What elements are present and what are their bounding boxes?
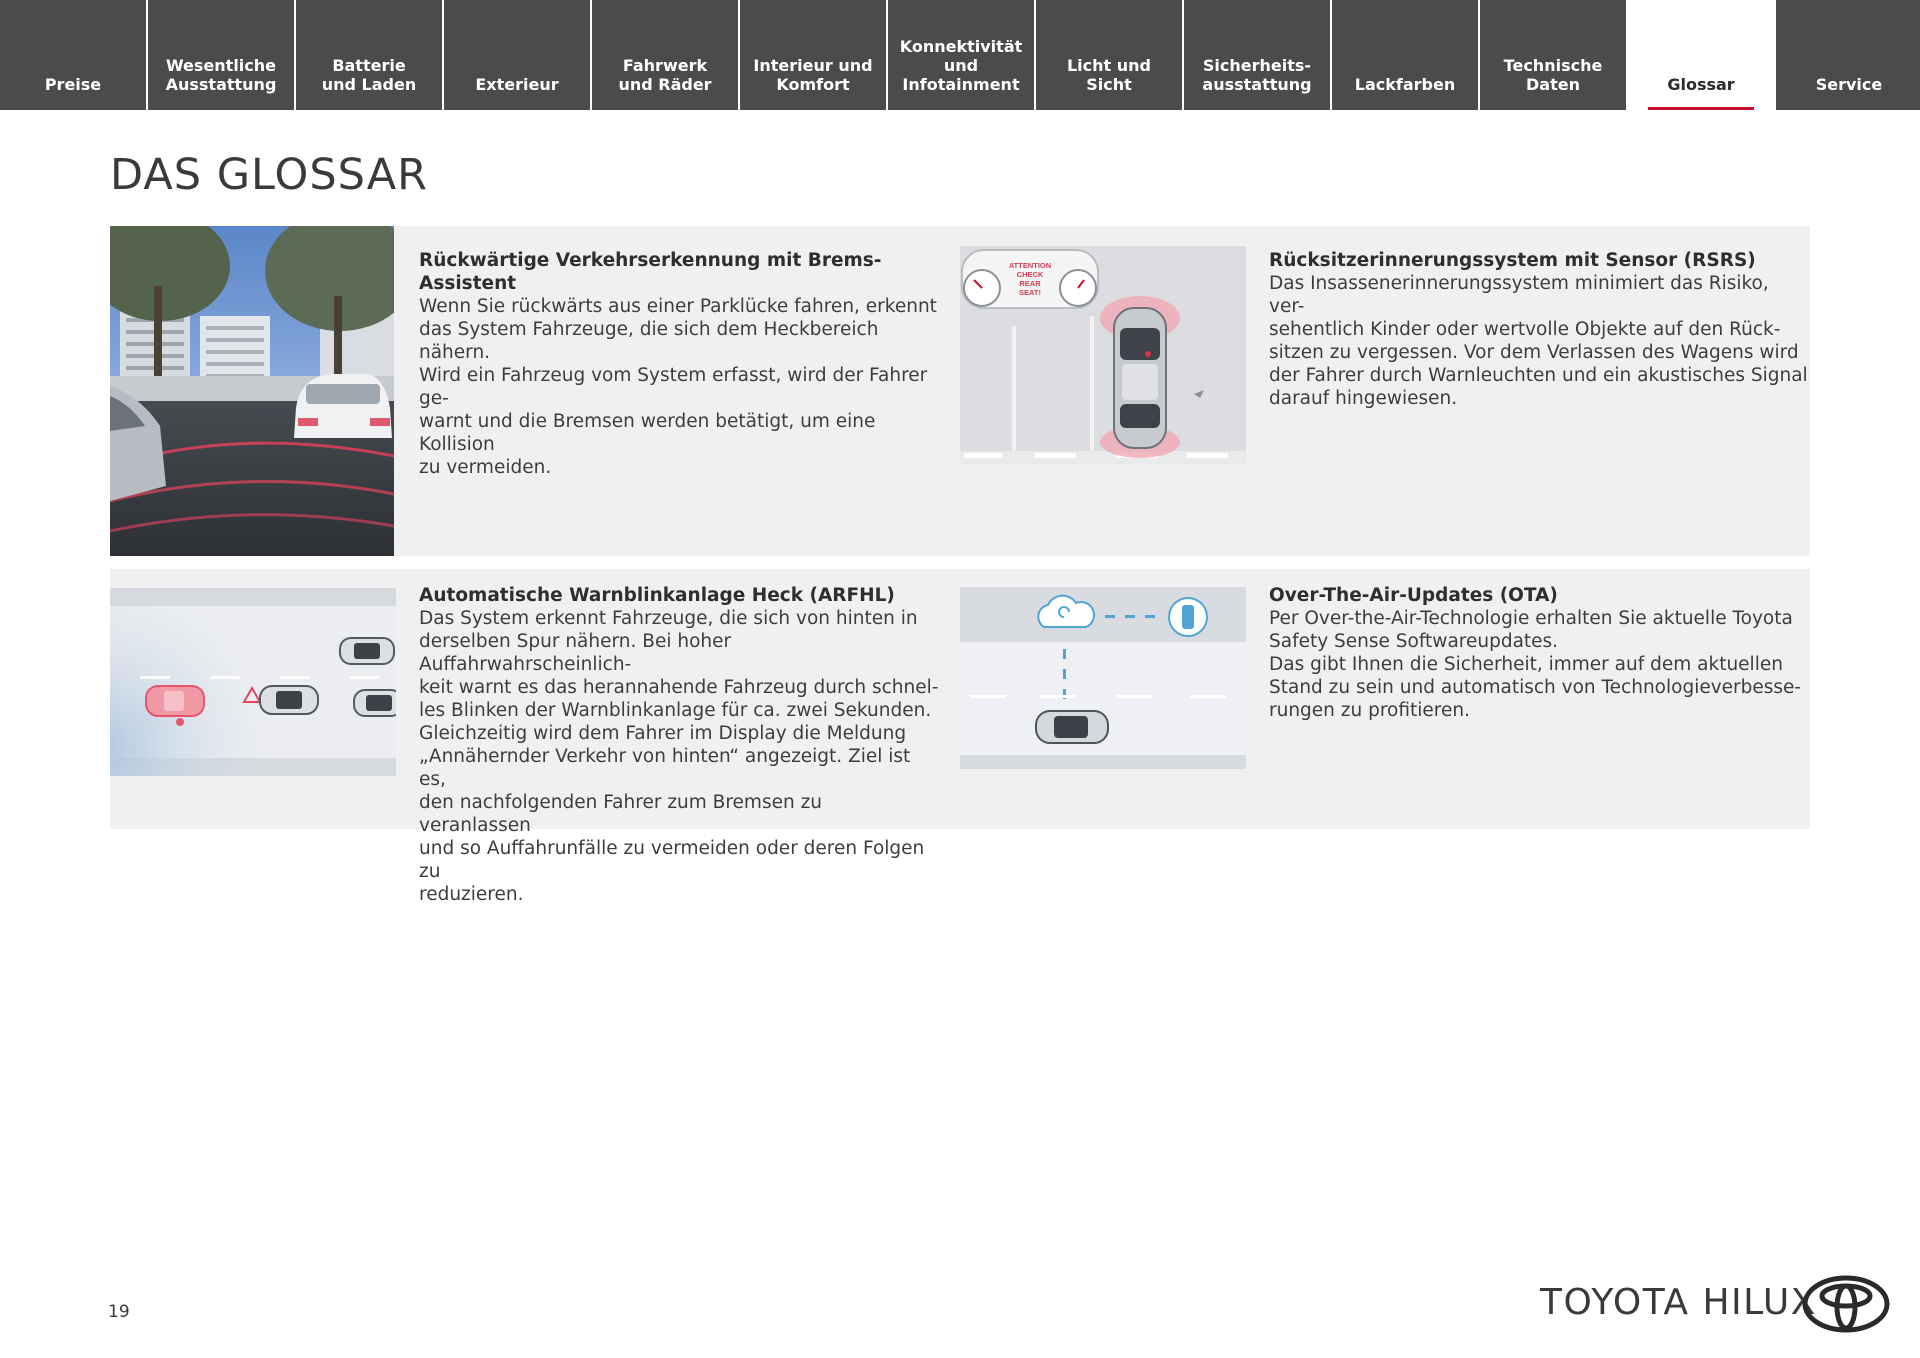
glossary-entry-ota — [1269, 584, 1809, 722]
glossary-entry-arfhl — [419, 584, 939, 906]
rear-seat-reminder-image — [960, 246, 1246, 464]
active-tab-underline — [1648, 107, 1754, 110]
svg-text:CHECK: CHECK — [1016, 270, 1044, 279]
nav-tab-lackfarben[interactable]: Lackfarben — [1332, 0, 1478, 110]
nav-tab-fahrwerk-und-raeder[interactable]: Fahrwerk und Räder — [592, 0, 738, 110]
nav-tab-glossar[interactable]: Glossar — [1628, 0, 1774, 110]
nav-tab-service[interactable]: Service — [1776, 0, 1920, 110]
entry-title: Over-The-Air-Updates (OTA) — [1269, 585, 1558, 606]
entry-title: Automatische Warnblinkanlage Heck (ARFHL) — [419, 585, 895, 606]
svg-text:SEAT!: SEAT! — [1019, 288, 1041, 297]
nav-tab-interieur-und-komfort[interactable]: Interieur und Komfort — [740, 0, 886, 110]
nav-tab-preise[interactable]: Preise — [0, 0, 146, 110]
svg-text:ATTENTION: ATTENTION — [1008, 261, 1052, 270]
top-navigation — [0, 0, 1920, 110]
nav-tab-wesentliche-ausstattung[interactable]: Wesentliche Ausstattung — [148, 0, 294, 110]
rear-hazard-flasher-image — [110, 588, 396, 776]
entry-body: Per Over-the-Air-Technologie erhalten Sie aktuelle Toyota Safety Sense Softwareupdates. Das gibt Ihnen die Sicherheit, immer auf dem aktuellen Stand zu sein und automatisch von Technologieverbesse- rungen zu profitieren. — [1269, 608, 1802, 721]
glossary-entry-rsrs — [1269, 249, 1809, 410]
nav-tab-sicherheitsausstattung[interactable]: Sicherheits- ausstattung — [1184, 0, 1330, 110]
svg-text:REAR: REAR — [1019, 279, 1041, 288]
ota-updates-image — [960, 587, 1246, 769]
glossary-row-1 — [110, 226, 1810, 556]
page-number: 19 — [108, 1302, 130, 1322]
brand-model-name: TOYOTA HILUX — [1540, 1282, 1817, 1323]
nav-tab-technische-daten[interactable]: Technische Daten — [1480, 0, 1626, 110]
nav-tab-exterieur[interactable]: Exterieur — [444, 0, 590, 110]
rear-cross-traffic-image — [110, 226, 394, 556]
nav-tab-konnektivitaet[interactable]: Konnektivität und Infotainment — [888, 0, 1034, 110]
glossary-row-2 — [110, 569, 1810, 905]
nav-tab-batterie-und-laden[interactable]: Batterie und Laden — [296, 0, 442, 110]
entry-title: Rückwärtige Verkehrserkennung mit Brems-Assistent — [419, 250, 882, 294]
entry-body: Das System erkennt Fahrzeuge, die sich von hinten in derselben Spur nähern. Bei hoher Auffahrwahrscheinlich- keit warnt es das herannahende Fahrzeug durch schnel- les Blinken der Warnblinkanlage für ca. zwei Sekunden. Gleichzeitig wird dem Fahrer im Display die Meldung „Annähernder Verkehr von hinten“ angezeigt. Ziel ist es, den nachfolgenden Fahrer zum Bremsen zu veranlassen und so Auffahrunfälle zu vermeiden oder deren Folgen zu reduzieren. — [419, 608, 939, 905]
nav-tab-licht-und-sicht[interactable]: Licht und Sicht — [1036, 0, 1182, 110]
glossary-entry-rcta — [419, 249, 939, 479]
page-title: DAS GLOSSAR — [110, 150, 429, 200]
toyota-logo-icon — [1802, 1275, 1890, 1337]
entry-body: Wenn Sie rückwärts aus einer Parklücke fahren, erkennt das System Fahrzeuge, die sich dem Heckbereich nähern. Wird ein Fahrzeug vom System erfasst, wird der Fahrer ge- warnt und die Bremsen werden betätigt, um eine Kollision zu vermeiden. — [419, 296, 937, 478]
entry-title: Rücksitzerinnerungssystem mit Sensor (RSRS) — [1269, 250, 1756, 271]
entry-body: Das Insassenerinnerungssystem minimiert das Risiko, ver- sehentlich Kinder oder wertvolle Objekte auf den Rück- sitzen zu vergessen. Vor dem Verlassen des Wagens wird der Fahrer durch Warnleuchten und ein akustisches Signal darauf hingewiesen. — [1269, 273, 1808, 409]
